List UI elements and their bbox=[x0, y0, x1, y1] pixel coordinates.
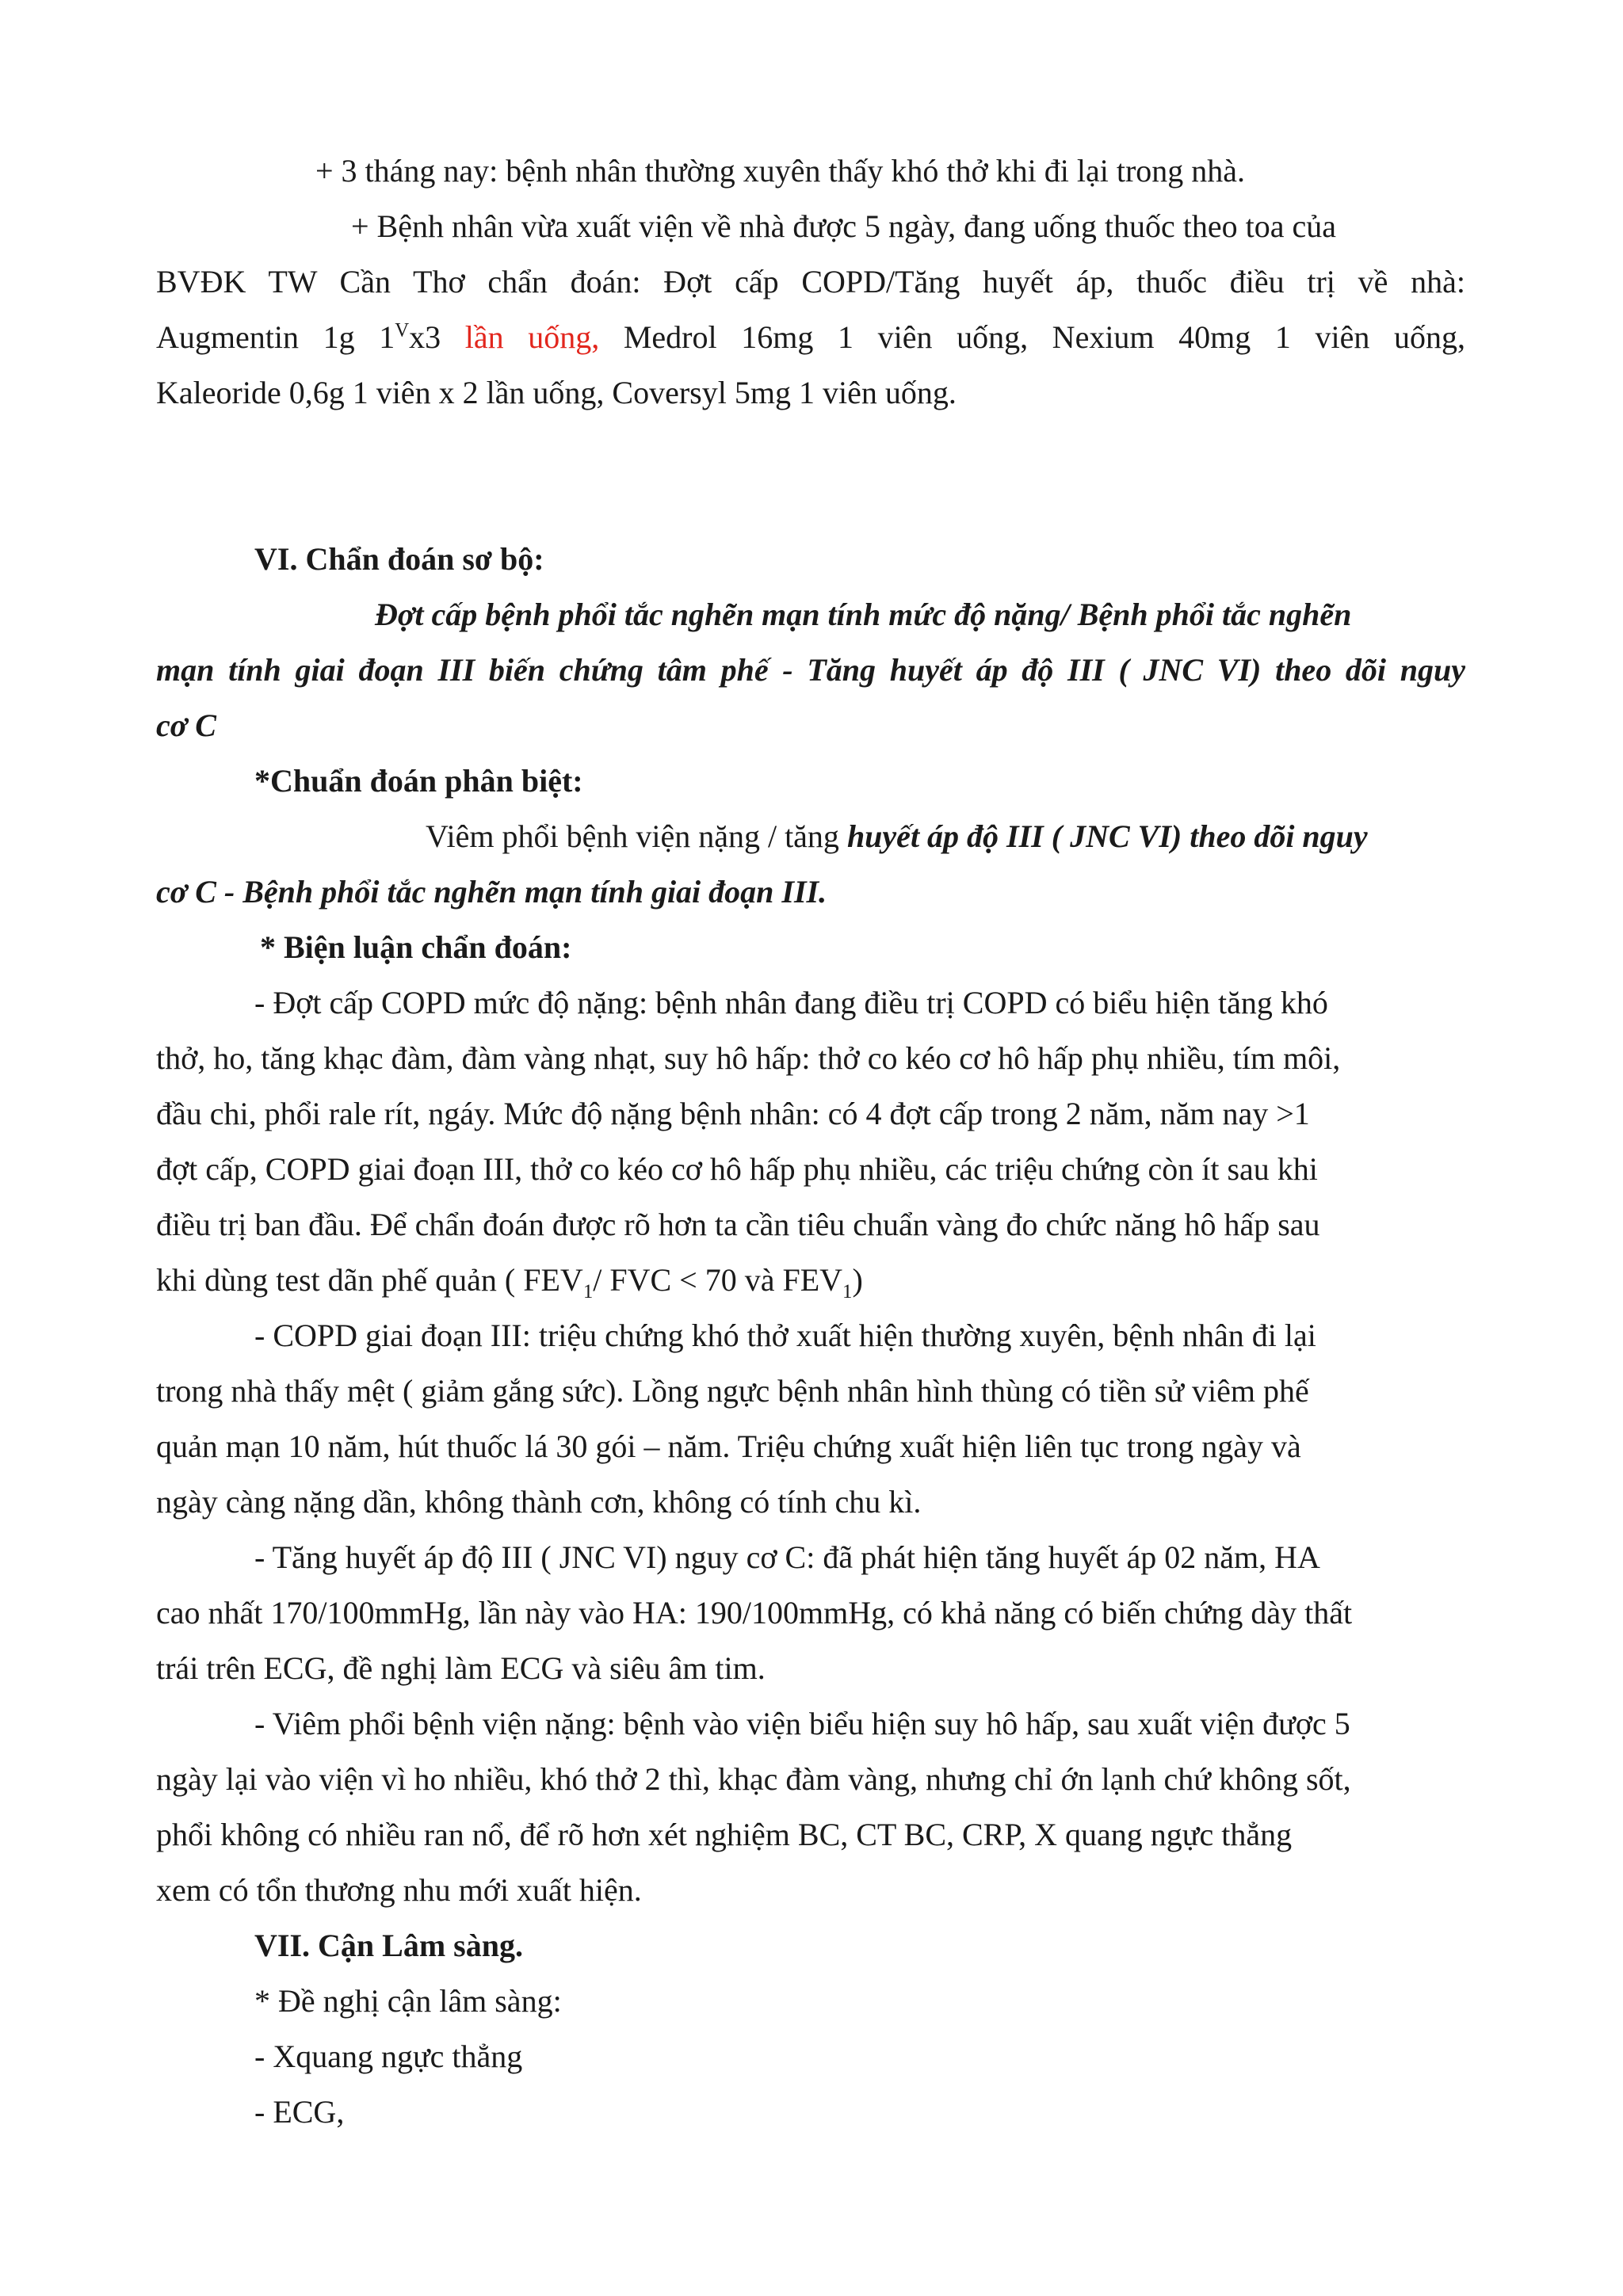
reasoning-p1-line-3: đầu chi, phổi rale rít, ngáy. Mức độ nặng bệnh nhân: có 4 đợt cấp trong 2 năm, năm nay >1 bbox=[156, 1096, 1310, 1131]
reasoning-p1-line-6-sub-1: 1 bbox=[582, 1281, 594, 1302]
reasoning-p1-line-4: đợt cấp, COPD giai đoạn III, thở co kéo cơ hô hấp phụ nhiều, các triệu chứng còn ít sau khi bbox=[156, 1151, 1318, 1187]
history-line-4-b: x3 bbox=[409, 319, 465, 355]
reasoning-p1-line-6-c: ) bbox=[852, 1262, 863, 1298]
history-line-4-a: Augmentin 1g 1 bbox=[156, 319, 395, 355]
lab-item-ecg: - ECG, bbox=[254, 2094, 345, 2130]
diagnosis-line-3: cơ C bbox=[156, 707, 216, 743]
reasoning-p1-line-2: thở, ho, tăng khạc đàm, đàm vàng nhạt, suy hô hấp: thở co kéo cơ hô hấp phụ nhiều, tím môi, bbox=[156, 1040, 1341, 1076]
reasoning-p2-line-3: quản mạn 10 năm, hút thuốc lá 30 gói – năm. Triệu chứng xuất hiện liên tục trong ngày và bbox=[156, 1428, 1301, 1464]
history-line-4-c: Medrol 16mg 1 viên uống, Nexium 40mg 1 viên uống, bbox=[599, 319, 1465, 355]
differential-line-1-bold: huyết áp độ III ( JNC VI) theo dõi nguy bbox=[846, 818, 1368, 854]
reasoning-p2-line-2: trong nhà thấy mệt ( giảm gắng sức). Lồng ngực bệnh nhân hình thùng có tiền sử viêm phế bbox=[156, 1373, 1309, 1409]
section-6-heading: VI. Chẩn đoán sơ bộ: bbox=[254, 541, 544, 577]
differential-heading: *Chuẩn đoán phân biệt: bbox=[254, 763, 583, 799]
section-7-heading: VII. Cận Lâm sàng. bbox=[254, 1928, 523, 1963]
reasoning-p2-line-4: ngày càng nặng dần, không thành cơn, không có tính chu kì. bbox=[156, 1484, 922, 1520]
reasoning-p1-line-6-b: / FVC < 70 và FEV bbox=[593, 1262, 843, 1298]
history-line-4-sup: V bbox=[395, 319, 410, 341]
differential-line-1-plain: Viêm phổi bệnh viện nặng / tăng bbox=[426, 818, 847, 854]
reasoning-p3-line-1: - Tăng huyết áp độ III ( JNC VI) nguy cơ C: đã phát hiện tăng huyết áp 02 năm, HA bbox=[254, 1539, 1320, 1575]
reasoning-p1-line-1: - Đợt cấp COPD mức độ nặng: bệnh nhân đang điều trị COPD có biểu hiện tăng khó bbox=[254, 985, 1328, 1020]
reasoning-p1-line-5: điều trị ban đầu. Để chẩn đoán được rõ hơn ta cần tiêu chuẩn vàng đo chức năng hô hấp sau bbox=[156, 1207, 1320, 1242]
history-line-4 bbox=[156, 310, 1465, 365]
lab-item-xray: - Xquang ngực thẳng bbox=[254, 2039, 523, 2074]
reasoning-p2-line-1: - COPD giai đoạn III: triệu chứng khó thở xuất hiện thường xuyên, bệnh nhân đi lại bbox=[254, 1318, 1316, 1353]
diagnosis-line-2: mạn tính giai đoạn III biến chứng tâm phế - Tăng huyết áp độ III ( JNC VI) theo dõi nguy bbox=[156, 652, 1465, 688]
reasoning-p4-line-3: phổi không có nhiều ran nổ, để rõ hơn xét nghiệm BC, CT BC, CRP, X quang ngực thẳng bbox=[156, 1817, 1293, 1852]
reasoning-p1-line-6-sub-2: 1 bbox=[842, 1281, 853, 1302]
reasoning-p1-line-6-a: khi dùng test dãn phế quản ( FEV bbox=[156, 1262, 583, 1298]
history-line-4-highlight: lần uống, bbox=[464, 319, 600, 355]
history-line-5: Kaleoride 0,6g 1 viên x 2 lần uống, Coversyl 5mg 1 viên uống. bbox=[156, 375, 957, 410]
reasoning-p1-line-6 bbox=[156, 1253, 863, 1308]
reasoning-p3-line-3: trái trên ECG, đề nghị làm ECG và siêu âm tim. bbox=[156, 1650, 766, 1686]
diagnosis-line-1: Đợt cấp bệnh phổi tắc nghẽn mạn tính mức độ nặng/ Bệnh phổi tắc nghẽn bbox=[375, 597, 1352, 632]
differential-line-2: cơ C - Bệnh phổi tắc nghẽn mạn tính giai đoạn III. bbox=[156, 874, 827, 910]
reasoning-p4-line-2: ngày lại vào viện vì ho nhiều, khó thở 2 thì, khạc đàm vàng, nhưng chỉ ớn lạnh chứ không sốt, bbox=[156, 1761, 1351, 1797]
history-line-1: + 3 tháng nay: bệnh nhân thường xuyên thấy khó thở khi đi lại trong nhà. bbox=[315, 153, 1246, 189]
differential-line-1 bbox=[426, 809, 1368, 864]
reasoning-p4-line-4: xem có tổn thương nhu mới xuất hiện. bbox=[156, 1872, 642, 1908]
reasoning-p3-line-2: cao nhất 170/100mmHg, lần này vào HA: 190/100mmHg, có khả năng có biến chứng dày thất bbox=[156, 1595, 1353, 1630]
history-line-3: BVĐK TW Cần Thơ chẩn đoán: Đợt cấp COPD/Tăng huyết áp, thuốc điều trị về nhà: bbox=[156, 264, 1465, 299]
reasoning-heading: * Biện luận chẩn đoán: bbox=[260, 929, 572, 965]
history-line-2: + Bệnh nhân vừa xuất viện về nhà được 5 ngày, đang uống thuốc theo toa của bbox=[351, 208, 1337, 244]
lab-proposal: * Đề nghị cận lâm sàng: bbox=[254, 1983, 562, 2019]
reasoning-p4-line-1: - Viêm phổi bệnh viện nặng: bệnh vào viện biểu hiện suy hô hấp, sau xuất viện được 5 bbox=[254, 1706, 1350, 1741]
